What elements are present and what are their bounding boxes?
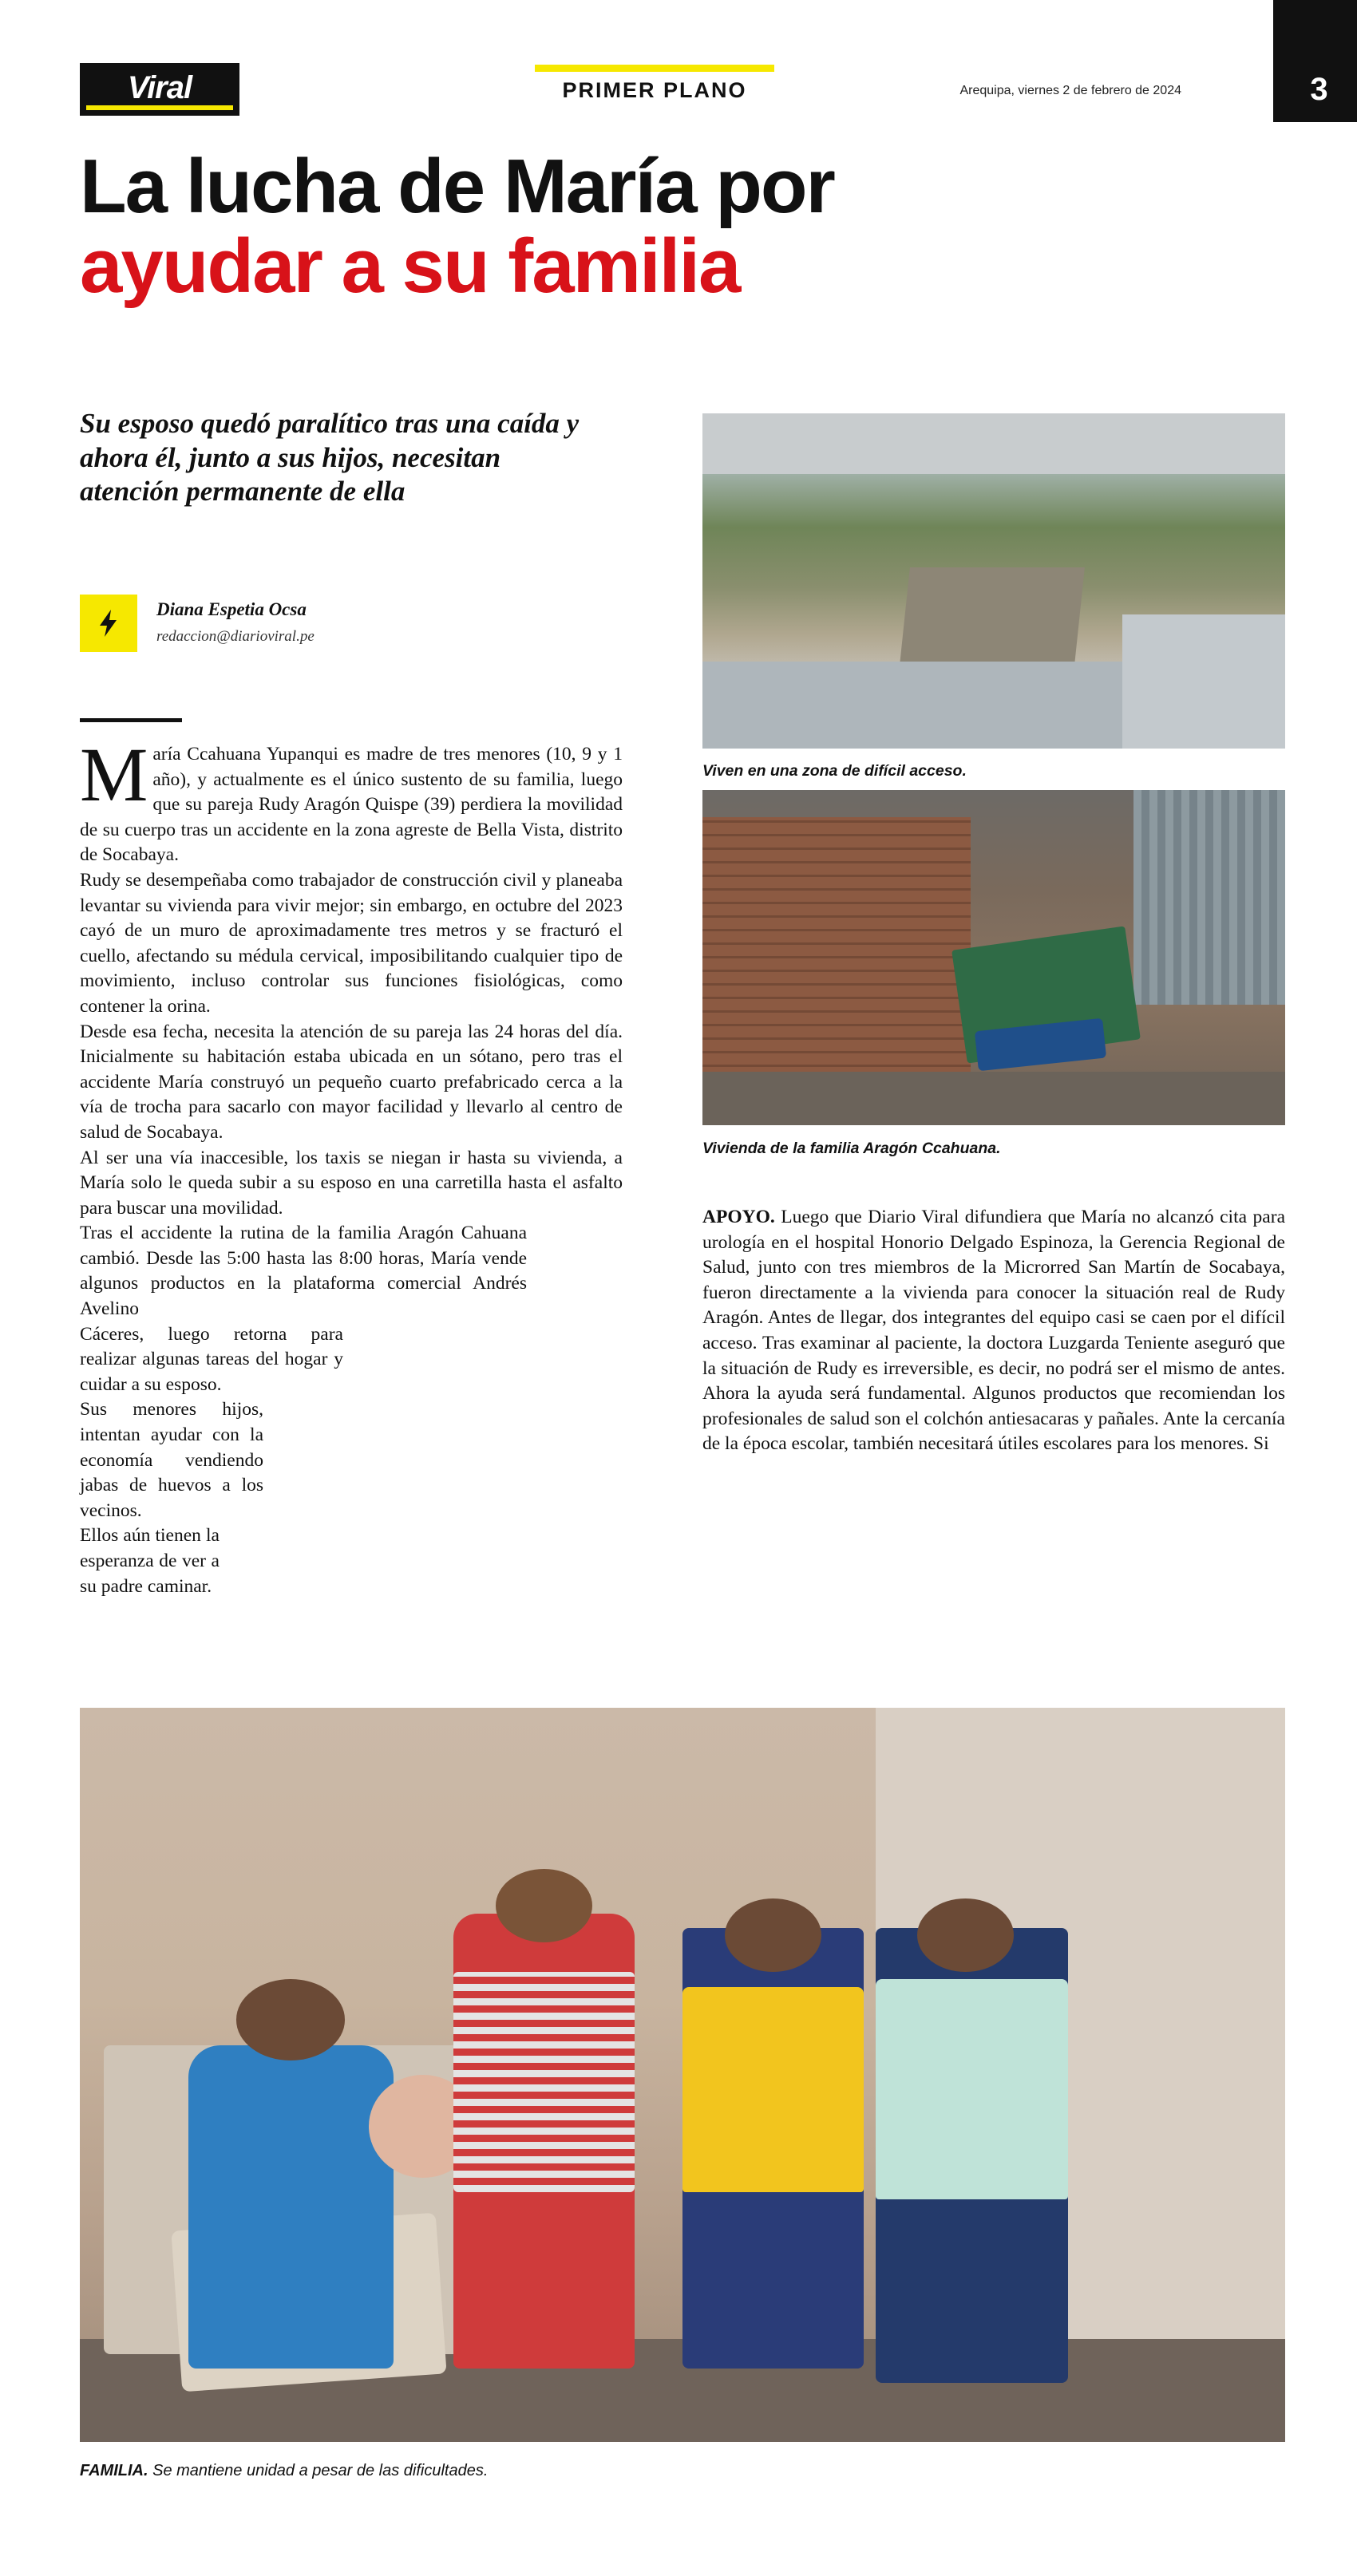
section-bar bbox=[535, 65, 774, 72]
article-column-right bbox=[702, 1205, 1285, 1457]
headline-line-1: La lucha de María por bbox=[80, 144, 834, 229]
byline bbox=[80, 595, 607, 658]
paragraph: Tras el accidente la rutina de la familia Aragón Cahuana cambió. Desde las 5:00 hasta las 8:00 horas, María vende algunos productos en la plataforma comercial Andrés Avelino bbox=[80, 1223, 527, 1320]
paragraph: Desde esa fecha, necesita la atención de su pareja las 24 horas del día. Inicialmente su habitación estaba ubicada en un sótano, pero tras el accidente María construyó un pequeño cuarto prefabricado cerca a la vía de trocha para sacarlo con mayor facilidad y llevarlo al centro de salud de Socabaya. bbox=[80, 1021, 623, 1143]
photo-caption-3 bbox=[80, 2462, 488, 2480]
section-title: PRIMER PLANO bbox=[562, 78, 747, 102]
photo-caption-3-text: Se mantiene unidad a pesar de las dificultades. bbox=[148, 2462, 489, 2479]
paragraph: Rudy se desempeñaba como trabajador de construcción civil y planeaba levantar su vivienda para vivir mejor; sin embargo, en octubre del 2023 cayó de un muro de aproximadamente tres metros y se fracturó el cuello, afectando su médula cervical, imposibilitando cualquier tipo de movimiento, incluso controlar sus funciones fisiológicas, como contener la orina. bbox=[80, 869, 623, 1017]
dateline: Arequipa, viernes 2 de febrero de 2024 bbox=[959, 84, 1181, 97]
section-divider bbox=[80, 718, 182, 722]
photo-family-portrait bbox=[80, 1708, 1285, 2442]
viral-logo bbox=[80, 63, 239, 116]
paragraph: Al ser una vía inaccesible, los taxis se niegan ir hasta su vivienda, a María solo le queda subir a su esposo en una carretilla hasta el asfalto para buscar una movilidad. bbox=[80, 1147, 623, 1219]
paragraph: Ellos aún tienen la esperanza de ver a su padre caminar. bbox=[80, 1525, 220, 1597]
subheadline: Su esposo quedó paralítico tras una caída y ahora él, junto a sus hijos, necesitan atención permanente de ella bbox=[80, 408, 580, 508]
photo-caption-3-label: FAMILIA. bbox=[80, 2462, 148, 2479]
author-email[interactable]: redaccion@diarioviral.pe bbox=[156, 628, 315, 645]
viral-logo-text: Viral bbox=[127, 69, 192, 105]
masthead bbox=[80, 60, 1328, 122]
author-name: Diana Espetia Ocsa bbox=[156, 599, 307, 619]
article-column-left bbox=[80, 732, 623, 1599]
headline-line-2: ayudar a su familia bbox=[80, 223, 740, 310]
author-badge-icon bbox=[80, 595, 137, 652]
lead-label: APOYO. bbox=[702, 1207, 775, 1227]
paragraph: María Ccahuana Yupanqui es madre de tres menores (10, 9 y 1 año), y actualmente es el único sustento de su familia, luego que su pareja Rudy Aragón Quispe (39) perdiera la movilidad de su cuerpo tras un accidente en la zona agreste de Bella Vista, distrito de Socabaya. bbox=[80, 732, 623, 866]
paragraph-apoyo bbox=[702, 1205, 1285, 1457]
photo-caption-2: Vivienda de la familia Aragón Ccahuana. bbox=[702, 1140, 1001, 1157]
paragraph: Sus menores hijos, intentan ayudar con la economía vendiendo jabas de huevos a los vecinos. bbox=[80, 1399, 263, 1521]
photo-access-road bbox=[702, 413, 1285, 749]
headline bbox=[80, 144, 1293, 310]
lead-text: Luego que Diario Viral difundiera que María no alcanzó cita para urología en el hospital Honorio Delgado Espinoza, la Gerencia Regional de Salud, junto con tres miembros de la Microrred San Martín de Socabaya, fueron directamente a la vivienda para conocer la situación real de Rudy Aragón. Antes de llegar, dos integrantes del equipo casi se caen por el difícil acceso. Tras examinar al paciente, la doctora Luzgarda Teniente aseguró que la situación de Rudy es irreversible, es decir, no podrá ser el mismo de antes. Ahora la ayuda será fundamental. Algunos productos que recomiendan los profesionales de salud son el colchón antiesacaras y pañales. Ante la cercanía de la época escolar, también necesitará útiles escolares para los menores. Si bbox=[702, 1207, 1285, 1455]
paragraph: Cáceres, luego retorna para realizar algunas tareas del hogar y cuidar a su esposo. bbox=[80, 1323, 343, 1395]
viral-logo-stripe bbox=[86, 105, 233, 110]
photo-caption-1: Viven en una zona de difícil acceso. bbox=[702, 762, 967, 780]
page-number: 3 bbox=[1273, 0, 1357, 122]
photo-family-house bbox=[702, 790, 1285, 1125]
section-header bbox=[527, 65, 782, 103]
